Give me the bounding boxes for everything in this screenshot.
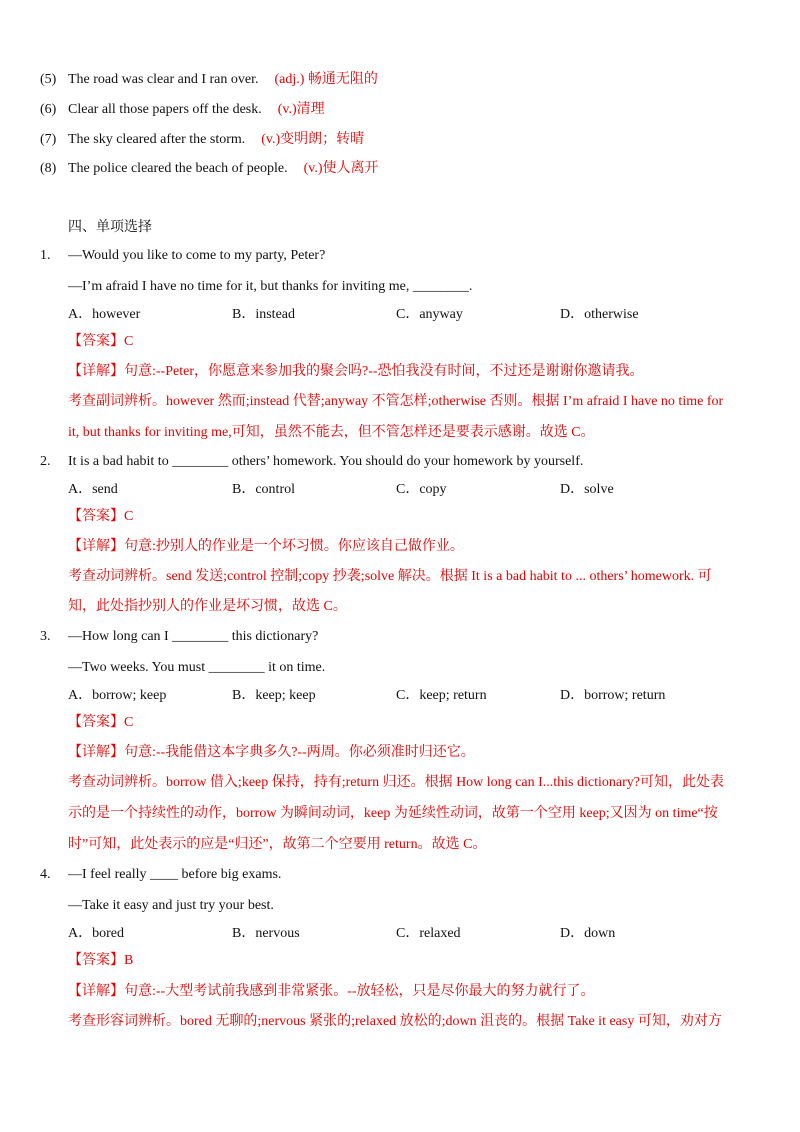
option-a: A．borrow; keep (68, 688, 167, 703)
explanation-line: 示的是一个持续性的动作，borrow 为瞬间动词，keep 为延续性动词，故第一个空用 keep;又因为 on time“按 (68, 806, 718, 821)
question-number: 1. (40, 248, 51, 263)
explanation-line: 时”可知，此处表示的应是“归还”，故第二个空要用 return。故选 C。 (68, 837, 487, 852)
option-c: C．anyway (396, 307, 463, 322)
explanation-line: 【详解】句意:抄别人的作业是一个坏习惯。你应该自己做作业。 (68, 539, 464, 554)
sense-meaning: (adj.) 畅通无阻的 (274, 72, 378, 87)
sense-item (40, 100, 325, 120)
answer: 【答案】B (68, 953, 134, 968)
sense-number: (5) (40, 72, 57, 87)
option-b: B．instead (232, 307, 295, 322)
sense-number: (6) (40, 102, 57, 117)
sense-meaning: (v.)变明朗；转晴 (261, 132, 365, 147)
sense-number: (8) (40, 161, 57, 176)
explanation-line: 【详解】句意:--Peter，你愿意来参加我的聚会吗?--恐怕我没有时间，不过还是谢谢你邀请我。 (68, 364, 644, 379)
option-c: C．keep; return (396, 688, 487, 703)
option-d: D．borrow; return (560, 688, 666, 703)
question-stem: —I’m afraid I have no time for it, but thanks for inviting me, ________. (68, 279, 473, 294)
explanation-line: 【详解】句意:--我能借这本字典多久?--两周。你必须准时归还它。 (68, 745, 475, 760)
answer: 【答案】C (68, 334, 134, 349)
explanation-line: 考查副词辨析。however 然而;instead 代替;anyway 不管怎样;otherwise 否则。根据 I’m afraid I have no time for (68, 394, 724, 409)
option-b: B．keep; keep (232, 688, 316, 703)
option-b: B．nervous (232, 926, 300, 941)
option-c: C．relaxed (396, 926, 461, 941)
question-stem: —Would you like to come to my party, Peter? (68, 248, 326, 263)
sense-item (40, 130, 364, 150)
section-title: 四、单项选择 (68, 220, 152, 235)
question-number: 4. (40, 867, 51, 882)
question-number: 3. (40, 629, 51, 644)
option-a: A．however (68, 307, 141, 322)
sense-number: (7) (40, 132, 57, 147)
option-c: C．copy (396, 482, 447, 497)
option-a: A．send (68, 482, 118, 497)
explanation-line: 考查动词辨析。send 发送;control 控制;copy 抄袭;solve 解决。根据 It is a bad habit to ... others’ homework. 可 (68, 569, 712, 584)
answer: 【答案】C (68, 715, 134, 730)
sense-example: The sky cleared after the storm. (68, 132, 246, 147)
sense-meaning: (v.)使人离开 (303, 161, 379, 176)
answer: 【答案】C (68, 509, 134, 524)
explanation-line: it, but thanks for inviting me,可知，虽然不能去，但不管怎样还是要表示感谢。故选 C。 (68, 425, 595, 440)
sense-item (40, 159, 379, 179)
question-number: 2. (40, 454, 51, 469)
sense-example: The police cleared the beach of people. (68, 161, 288, 176)
option-d: D．down (560, 926, 616, 941)
explanation-line: 知，此处指抄别人的作业是坏习惯，故选 C。 (68, 599, 347, 614)
sense-meaning: (v.)清理 (277, 102, 325, 117)
sense-item (40, 70, 378, 90)
option-b: B．control (232, 482, 295, 497)
option-d: D．otherwise (560, 307, 639, 322)
sense-example: The road was clear and I ran over. (68, 72, 259, 87)
option-a: A．bored (68, 926, 124, 941)
question-stem: —I feel really ____ before big exams. (68, 867, 282, 882)
explanation-line: 考查形容词辨析。bored 无聊的;nervous 紧张的;relaxed 放松的;down 沮丧的。根据 Take it easy 可知，劝对方 (68, 1014, 722, 1029)
question-stem: —Two weeks. You must ________ it on time. (68, 660, 326, 675)
question-stem: —Take it easy and just try your best. (68, 898, 274, 913)
explanation-line: 【详解】句意:--大型考试前我感到非常紧张。--放轻松，只是尽你最大的努力就行了。 (68, 984, 595, 999)
question-stem: It is a bad habit to ________ others’ homework. You should do your homework by yourself. (68, 454, 584, 469)
question-stem: —How long can I ________ this dictionary? (68, 629, 319, 644)
option-d: D．solve (560, 482, 614, 497)
sense-example: Clear all those papers off the desk. (68, 102, 262, 117)
explanation-line: 考查动词辨析。borrow 借入;keep 保持，持有;return 归还。根据 How long can I...this dictionary?可知，此处表 (68, 775, 724, 790)
